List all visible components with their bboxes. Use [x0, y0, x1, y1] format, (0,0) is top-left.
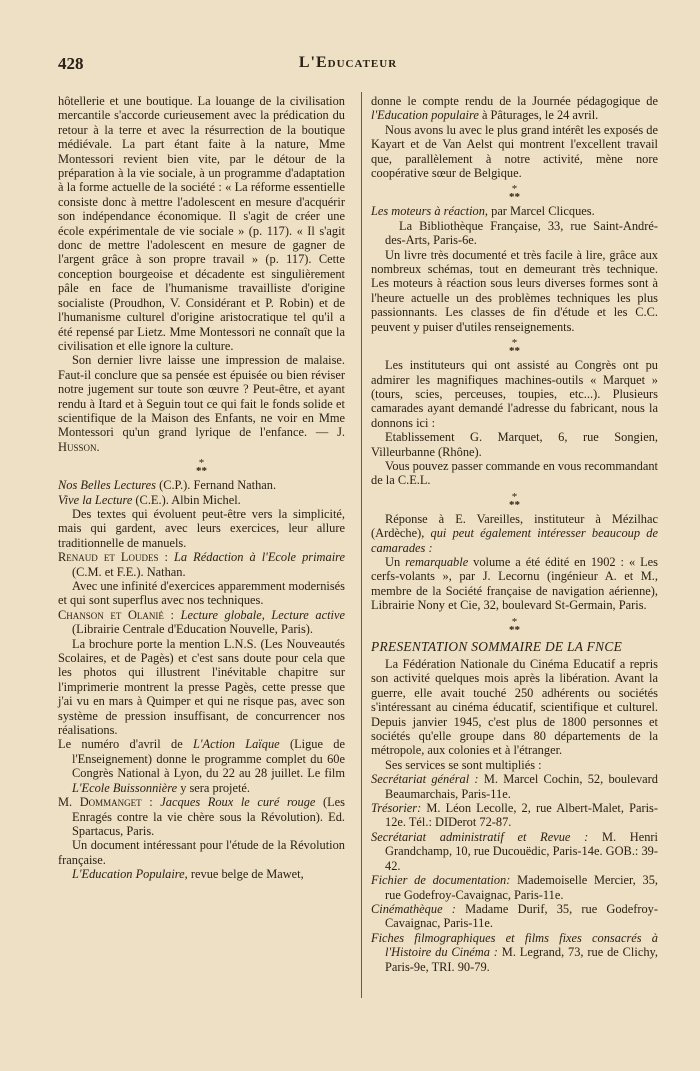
education-populaire-paragraph: L'Education Populaire, revue belge de Mawet,: [72, 867, 304, 882]
section-separator: [371, 490, 658, 511]
service-label: Secrétariat administratif et Revue :: [371, 829, 589, 844]
reference-details: (Les Enragés contre la vie chère sous la Révolution). Ed. Spartacus, Paris.: [72, 795, 345, 838]
separator-star: *: [198, 457, 205, 470]
services-list: [371, 772, 658, 974]
reference-authors: Chanson et Olanié: [58, 607, 164, 622]
service-label: Trésorier:: [371, 801, 422, 816]
separator-star: *: [511, 490, 518, 503]
review-textes-paragraph: Des textes qui évoluent peut-être vers la simplicité, mais qui gardent, avec leurs exercices, leur allure traditionnelle de manuels.: [58, 506, 345, 550]
review-brochure-paragraph: La brochure porte la mention L.N.S. (Les Nouveautés Scolaires, et de Pagès) et c'est sans doute pour cela que les photos qui illustrent l'inévitable chapitre sur l'imprimerie montrent la presse Pagès, cette presse que j'ai vu en mars à Quimper et qui ne risque pas, avec son système de pression insuffisant, de concurrencer nos réalisations.: [58, 636, 345, 738]
journal-title: L'Educateur: [298, 54, 398, 71]
section-separator: [371, 183, 658, 204]
page-header: [58, 54, 638, 78]
federation-paragraph: La Fédération Nationale du Cinéma Educatif a repris son activité quelques mois après la libération. Avant la guerre, elle avait touché 250 adhérents ou sociétés s'intéressant au cinéma éducatif, scientifique et culturel. Depuis janvier 1945, c'est plus de 1800 personnes et sociétés qu'elle groupe dans 80 départements de la métropole, aux colonies et à l'étranger.: [371, 657, 658, 758]
service-label: Fichier de documentation:: [371, 873, 511, 888]
reference-renaud-loudes: Renaud et Loudes : La Rédaction à l'Ecole primaire (C.M. et F.E.). Nathan.: [58, 550, 345, 579]
periodical-title: L'Education Populaire: [72, 867, 185, 882]
section-separator: [371, 615, 658, 636]
montessori-review-paragraph: hôtellerie et une boutique. La louange de la civilisation mercantile s'accorde curieusement avec la prédication du retour à la terre et avec la résurrection de la boutique médiévale. La part étant faite à la nature, Mme Montessori revient bien vite, par le détour de la préparation à la vie sociale, à un programme d'adaptation à la forme actuelle de la société : « La réforme essentielle consiste donc à mettre l'adolescent en mesure d'acquérir son indépendance économique. Il s'agit de créer une école expérimentale de vie sociale » (p. 117). « Il s'agit donc de mettre l'adolescent en mesure de gagner de l'argent grâce à son propre travail » (p. 117). Cette conception bourgeoise et décadente est singulièrement pâle en face de l'humanisme travailliste d'origine socialiste (Proudhon, V. Considérant et P. Robin) et de l'humanisme culturel d'origine aristocratique tel qu'il a été repensé par Lietz. Mme Montessori ne connaît que la civilisation et elle ignore la culture.: [58, 94, 345, 353]
reference-details: (C.M. et F.E.). Nathan.: [72, 564, 186, 579]
page-number: 428: [58, 54, 84, 73]
commande-paragraph: Vous pouvez passer commande en vous recommandant de la C.E.L.: [371, 458, 658, 488]
reference-publisher: La Bibliothèque Française, 33, rue Saint-André-des-Arts, Paris-6e.: [385, 218, 658, 248]
reference-authors: Renaud et Loudes: [58, 550, 159, 565]
instituteurs-paragraph: Les instituteurs qui ont assisté au Congrès ont pu admirer les magnifiques machines-outils « Marquet » (tours, scies, perceuses, toupies, etc...). Plusieurs camarades ayant demandé l'adresse du fabricant, nous la donnons ici :: [371, 358, 658, 430]
periodical-title: l'Education populaire: [371, 108, 479, 123]
right-column: [371, 94, 658, 974]
reference-details: , par Marcel Clicques.: [484, 204, 595, 219]
reference-moteurs: [371, 204, 658, 218]
film-title: L'Ecole Buissonnière: [72, 780, 178, 795]
review-signature: J. Husson.: [58, 425, 345, 454]
service-label: Fiches filmographiques et films fixes consacrés à l'Histoire du Cinéma :: [371, 930, 658, 960]
action-laique-paragraph: Le numéro d'avril de L'Action Laïque (Ligue de l'Enseignement) donne le programme complet du 60e Congrès National à Lyon, du 22 au 28 juillet. Le film L'Ecole Buissonnière y sera projeté.: [58, 737, 345, 795]
reference-chanson-olanie: Chanson et Olanié : Lecture globale, Lecture active (Librairie Centrale d'Education Nouvelle, Paris).: [58, 607, 345, 637]
vareilles-reply: Réponse à E. Vareilles, instituteur à Mézilhac (Ardèche), qui peut également intéresser beaucoup de camarades :: [371, 511, 658, 555]
service-text: Madame Durif, 35, rue Godefroy-Cavaignac, Paris-11e.: [385, 901, 658, 931]
periodical-title: L'Action Laïque: [193, 737, 280, 752]
education-populaire-continued: donne le compte rendu de la Journée pédagogique de l'Education populaire à Pâturages, le 24 avril.: [371, 94, 658, 123]
montessori-conclusion-text: Son dernier livre laisse une impression de malaise. Faut-il conclure que sa pensée est épuisée ou bien réviser notre jugement sur toute son œuvre ? Peut-être, et ayant rendu à Itard et à Seguin tout ce qui fait le fonds solide et scientifique de la Maison des Enfants, ne voir en Mme Montessori qu'un grand lyrique de l'enfance. —: [58, 353, 345, 440]
service-text: M. Henri Grandchamp, 10, rue Ducouëdic, Paris-14e. GOB.: 39-42.: [385, 829, 658, 873]
review-exercices-paragraph: Avec une infinité d'exercices apparemment modernisés et qui sont superflus avec nos techniques.: [58, 579, 345, 608]
review-livre-paragraph: Un livre très documenté et très facile à lire, grâce aux nombreux schémas, tout en demeurant très technique. Les moteurs à réaction sous leurs diverses formes sont à l'heure actuelle un des problèmes techniques les plus passionnants. Les classes de fin d'étude et les C.C. peuvent y puiser d'utiles renseignements.: [371, 247, 658, 334]
service-item: [371, 772, 658, 801]
service-item: [371, 873, 658, 902]
service-item: [371, 931, 658, 974]
left-column: [58, 94, 345, 882]
separator-stars: **: [196, 465, 207, 478]
section-separator: [371, 337, 658, 358]
reference-title: La Rédaction à l'Ecole primaire: [174, 550, 345, 565]
marquet-address: Etablissement G. Marquet, 6, rue Songien, Villeurbanne (Rhône).: [371, 430, 658, 459]
reference-dommanget: M. Dommanget : Jacques Roux le curé rouge (Les Enragés contre la vie chère sous la Révolution). Ed. Spartacus, Paris.: [58, 795, 345, 838]
separator-stars: **: [509, 191, 520, 204]
separator-stars: **: [509, 498, 520, 511]
services-intro: Ses services se sont multipliés :: [385, 757, 542, 772]
reference-details: (C.E.). Albin Michel.: [132, 492, 241, 507]
kayart-paragraph: Nous avons lu avec le plus grand intérêt les exposés de Kayart et de Van Aelst qui montrent l'excellent travail que, parallèlement à notre activité, mène nore coopérative sœur de Belgique.: [371, 122, 658, 181]
reference-details: (C.P.). Fernand Nathan.: [155, 478, 277, 493]
cerfs-volants-paragraph: Un remarquable volume a été édité en 1902 : « Les cerfs-volants », par J. Lecornu (ingénieur A. et M., membre de la Société française de navigation aérienne), Librairie Nony et Cie, 32, boulevard St-Germain, Paris.: [371, 554, 658, 613]
montessori-conclusion-paragraph: [58, 353, 345, 454]
column-divider: [361, 92, 362, 998]
reference-title: Jacques Roux le curé rouge: [160, 795, 316, 810]
reference-albin-michel: [58, 493, 345, 507]
service-label: Secrétariat général :: [371, 772, 479, 787]
section-heading: PRESENTATION SOMMAIRE DE LA FNCE: [371, 638, 623, 654]
separator-stars: **: [509, 345, 520, 358]
service-item: [371, 830, 658, 873]
service-text: M. Léon Lecolle, 2, rue Albert-Malet, Paris-12e. Tél.: DIDerot 72-87.: [385, 801, 658, 830]
service-text: M. Marcel Cochin, 52, boulevard Beaumarchais, Paris-11e.: [385, 772, 658, 801]
reference-title: Nos Belles Lectures: [58, 478, 156, 493]
separator-star: *: [511, 337, 518, 350]
reference-title: Les moteurs à réaction: [371, 204, 485, 219]
reference-title: Lecture globale, Lecture active: [180, 607, 345, 622]
reference-nathan: [58, 478, 345, 492]
service-item: [371, 902, 658, 931]
review-document-paragraph: Un document intéressant pour l'étude de la Révolution française.: [58, 838, 345, 867]
reference-authors: Dommanget: [79, 795, 142, 810]
reference-title: Vive la Lecture: [58, 492, 133, 507]
separator-stars: **: [509, 623, 520, 636]
service-item: [371, 801, 658, 830]
section-separator: [58, 457, 345, 478]
service-text: Mademoiselle Mercier, 35, rue Godefroy-Cavaignac, Paris-11e.: [385, 873, 658, 902]
service-text: M. Legrand, 73, rue de Clichy, Paris-9e, TRI. 90-79.: [385, 945, 658, 974]
reference-details: (Librairie Centrale d'Education Nouvelle, Paris).: [72, 622, 314, 637]
separator-star: *: [511, 183, 518, 196]
separator-star: *: [511, 615, 518, 628]
service-label: Cinémathèque :: [371, 901, 456, 916]
